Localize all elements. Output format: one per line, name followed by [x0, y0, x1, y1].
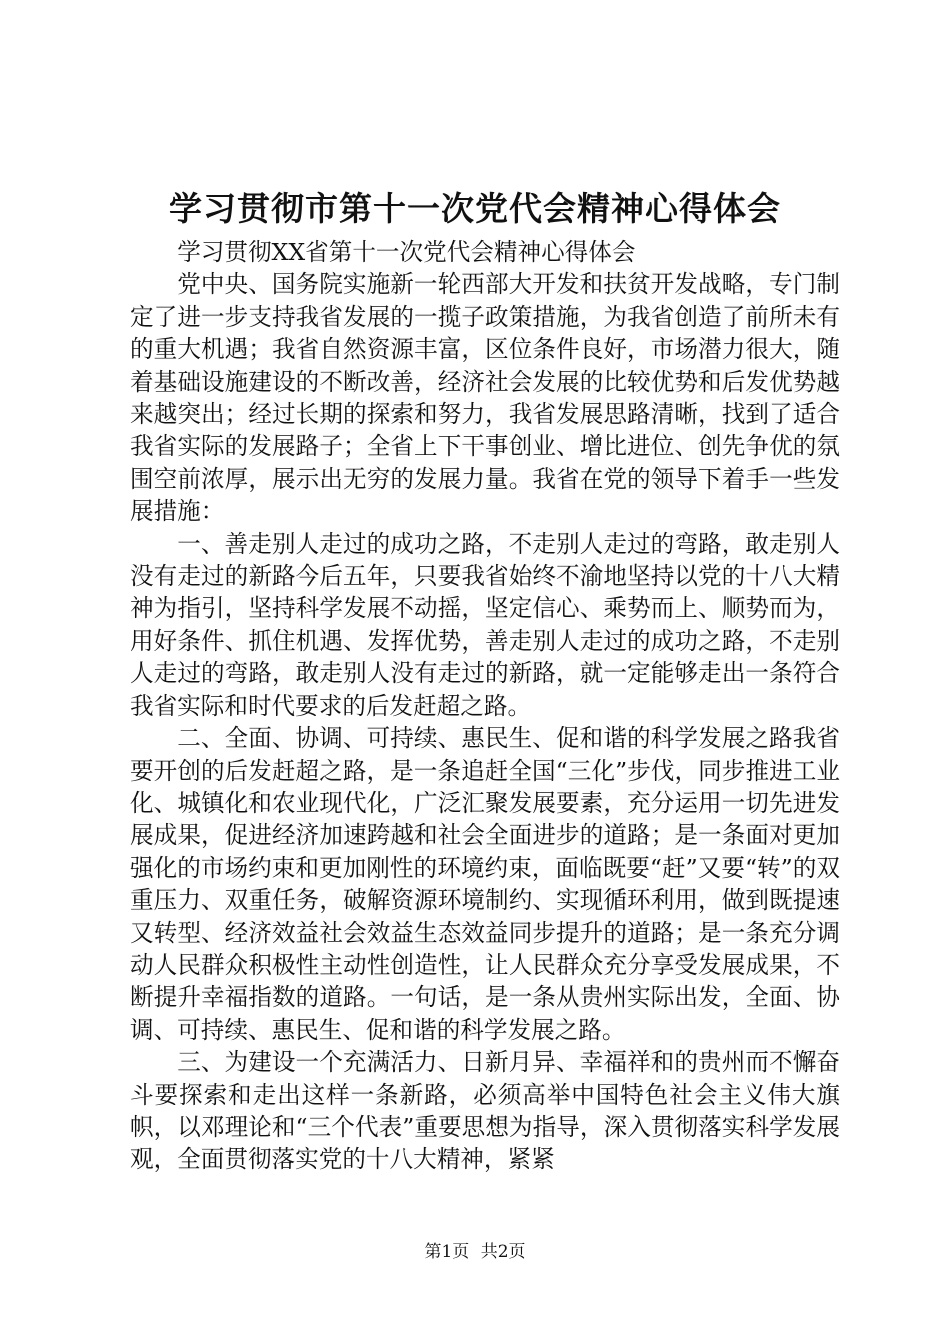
page-total: 共2页 — [480, 1242, 526, 1262]
page-number: 第1页 — [424, 1242, 470, 1262]
document-body — [130, 236, 840, 1176]
document-title: 学习贯彻市第十一次党代会精神心得体会 — [169, 189, 781, 228]
paragraph-section-2: 二、全面、协调、可持续、惠民生、促和谐的科学发展之路我省要开创的后发赶超之路，是一条追赶全国“三化”步伐，同步推进工业化、城镇化和农业现代化，广泛汇聚发展要素，充分运用一切先进发展成果，促进经济加速跨越和社会全面进步的道路；是一条面对更加强化的市场约束和更加刚性的环境约束，面临既要“赶”又要“转”的双重压力、双重任务，破解资源环境制约、实现循环利用，做到既提速又转型、经济效益社会效益生态效益同步提升的道路；是一条充分调动人民群众积极性主动性创造性，让人民群众充分享受发展成果，不断提升幸福指数的道路。一句话，是一条从贵州实际出发，全面、协调、可持续、惠民生、促和谐的科学发展之路。 — [130, 724, 840, 1044]
page-footer — [0, 1240, 950, 1264]
document-subtitle: 学习贯彻XX省第十一次党代会精神心得体会 — [177, 238, 636, 266]
paragraph-section-3: 三、为建设一个充满活力、日新月异、幸福祥和的贵州而不懈奋斗要探索和走出这样一条新路，必须高举中国特色社会主义伟大旗帜，以邓理论和“三个代表”重要思想为指导，深入贯彻落实科学发展观，全面贯彻落实党的十八大精神，紧紧 — [130, 1048, 840, 1174]
paragraph-intro: 党中央、国务院实施新一轮西部大开发和扶贫开发战略，专门制定了进一步支持我省发展的一揽子政策措施，为我省创造了前所未有的重大机遇；我省自然资源丰富，区位条件良好，市场潜力很大，随着基础设施建设的不断改善，经济社会发展的比较优势和后发优势越来越突出；经过长期的探索和努力，我省发展思路清晰，找到了适合我省实际的发展路子；全省上下干事创业、增比进位、创先争优的氛围空前浓厚，展示出无穷的发展力量。我省在党的领导下着手一些发展措施： — [130, 270, 840, 526]
paragraph-section-1: 一、善走别人走过的成功之路，不走别人走过的弯路，敢走别人没有走过的新路今后五年，只要我省始终不渝地坚持以党的十八大精神为指引，坚持科学发展不动摇，坚定信心、乘势而上、顺势而为，用好条件、抓住机遇、发挥优势，善走别人走过的成功之路，不走别人走过的弯路，敢走别人没有走过的新路，就一定能够走出一条符合我省实际和时代要求的后发赶超之路。 — [130, 529, 840, 720]
